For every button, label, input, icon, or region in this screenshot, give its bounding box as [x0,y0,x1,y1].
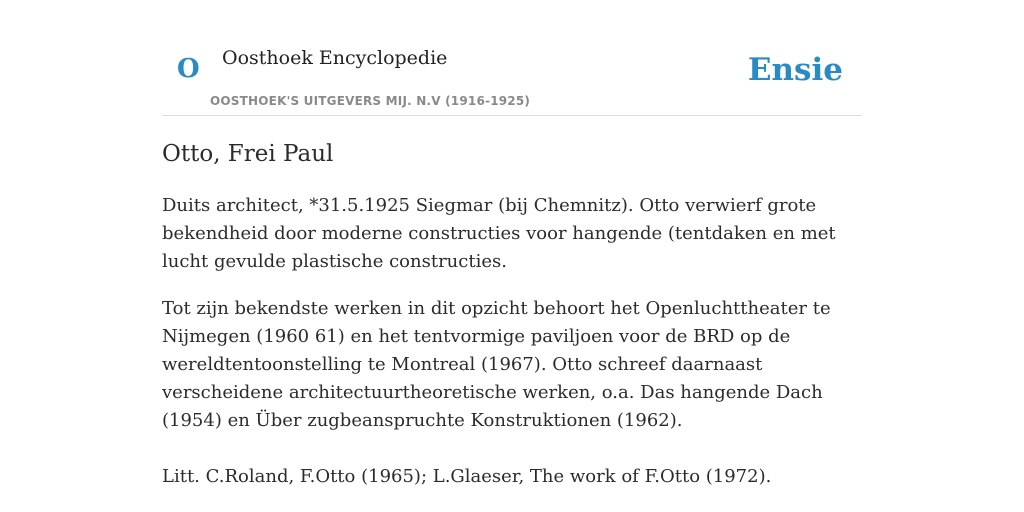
article-paragraph: Duits architect, *31.5.1925 Siegmar (bij Chemnitz). Otto verwierf grote bekendheid door moderne constructies voor hangende (tentdaken en met lucht gevulde plastische constructies. [162,195,836,272]
ensie-logo[interactable]: Ensie [747,52,843,88]
book-title[interactable]: Oosthoek Encyclopedie [222,47,448,69]
article-title: Otto, Frei Paul [162,141,334,167]
article-paragraph: Tot zijn bekendste werken in dit opzicht behoort het Openluchttheater te Nijmegen (1960 61) en het tentvormige paviljoen voor de BRD op de wereldtentoonstelling te Montreal (1967). Otto schreef daarnaast verscheidene architectuurtheoretische werken, o.a. Das hangende Dach (1954) en Über zugbeanspruchte Konstruktionen (1962). [162,298,831,431]
page [162,0,862,487]
article-literature: Litt. C.Roland, F.Otto (1965); L.Glaeser, The work of F.Otto (1972). [162,466,772,487]
publisher-label: OOSTHOEK'S UITGEVERS MIJ. N.V (1916-1925) [210,94,531,108]
header [162,0,862,116]
book-logo-letter[interactable]: O [177,54,200,84]
